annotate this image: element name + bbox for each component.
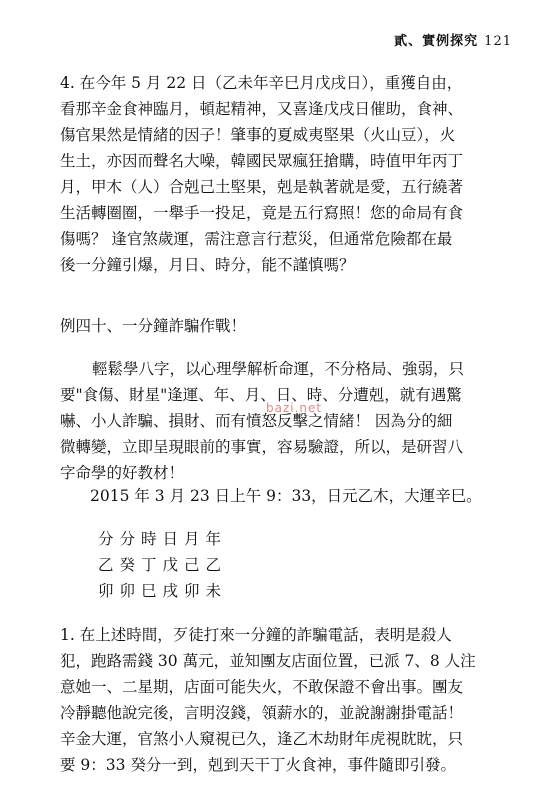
- text-line: 字命學的好教材！: [60, 464, 185, 482]
- text-line: 傷官果然是情緒的因子！肇事的夏威夷堅果（火山豆），火: [60, 126, 456, 144]
- header-title: 貳、實例探究: [394, 34, 479, 49]
- pillar-row: 乙癸丁戊己乙: [98, 556, 228, 574]
- text-line: 輕鬆學八字，以心理學解析命運，不分格局、強弱，只: [92, 360, 465, 378]
- text-line: 生土，亦因而聲名大噪，韓國民眾瘋狂搶購，時值甲年丙丁: [60, 152, 464, 170]
- pillar-row: 卯卯巳戌卯未: [98, 582, 228, 600]
- text-line: 後一分鐘引爆，月日、時分，能不謹慎嗎？: [60, 256, 355, 274]
- text-line: 4. 在今年 5 月 22 日（乙未年辛巳月戊戌日），重獲自由，: [60, 74, 463, 92]
- text-line: 要 9：33 癸分一到，剋到天干丁火食神，事件隨即引發。: [60, 756, 456, 774]
- text-line: 要"食傷、財星"逢運、年、月、日、時、分遭剋，就有遇驚: [60, 386, 462, 404]
- bazi-pillars: [98, 526, 227, 604]
- text-line: 辛金大運，官煞小人窺視已久，逢乙木劫財年虎視眈眈，只: [60, 730, 464, 748]
- text-line: 犯，跑路需錢 30 萬元，並知團友店面位置，已派 7、8 人注: [60, 652, 476, 670]
- text-line: 傷嗎？ 逢官煞歲運，需注意言行惹災，但通常危險都在最: [60, 230, 453, 248]
- text-line: 月，甲木（人）合剋己土堅果，剋是執著就是愛，五行繞著: [60, 178, 464, 196]
- paragraph-1: [60, 622, 508, 778]
- text-line: 嚇、小人詐騙、損財、而有憤怒反擊之情緒！ 因為分的細: [60, 412, 453, 430]
- pillar-row: 分分時日月年: [98, 530, 228, 548]
- text-line: 看那辛金食神臨月，頓起精神，又喜逢戊戌日催助，食神、: [60, 100, 464, 118]
- text-line: 意她一、二星期，店面可能失火，不敢保證不會出事。團友: [60, 678, 464, 696]
- text-line: 冷靜聽他說完後，言明沒錢，領薪水的，並說謝謝掛電話！: [60, 704, 464, 722]
- watermark: bazi.net: [266, 401, 323, 415]
- running-header: [394, 30, 512, 49]
- intro-paragraph: [60, 356, 508, 486]
- example-title: 例四十、一分鐘詐騙作戰！: [60, 317, 247, 335]
- text-line: 1. 在上述時間，歹徒打來一分鐘的詐騙電話，表明是殺人: [60, 626, 452, 644]
- paragraph-4: [60, 70, 508, 278]
- text-line: 生活轉圈圈，一舉手一投足，竟是五行寫照！您的命局有食: [60, 204, 464, 222]
- text-line: 微轉變，立即呈現眼前的事實，容易驗證，所以，是研習八: [60, 438, 464, 456]
- date-line: 2015 年 3 月 23 日上午 9：33，日元乙木，大運辛巳。: [90, 487, 482, 505]
- page-number: 121: [484, 34, 512, 49]
